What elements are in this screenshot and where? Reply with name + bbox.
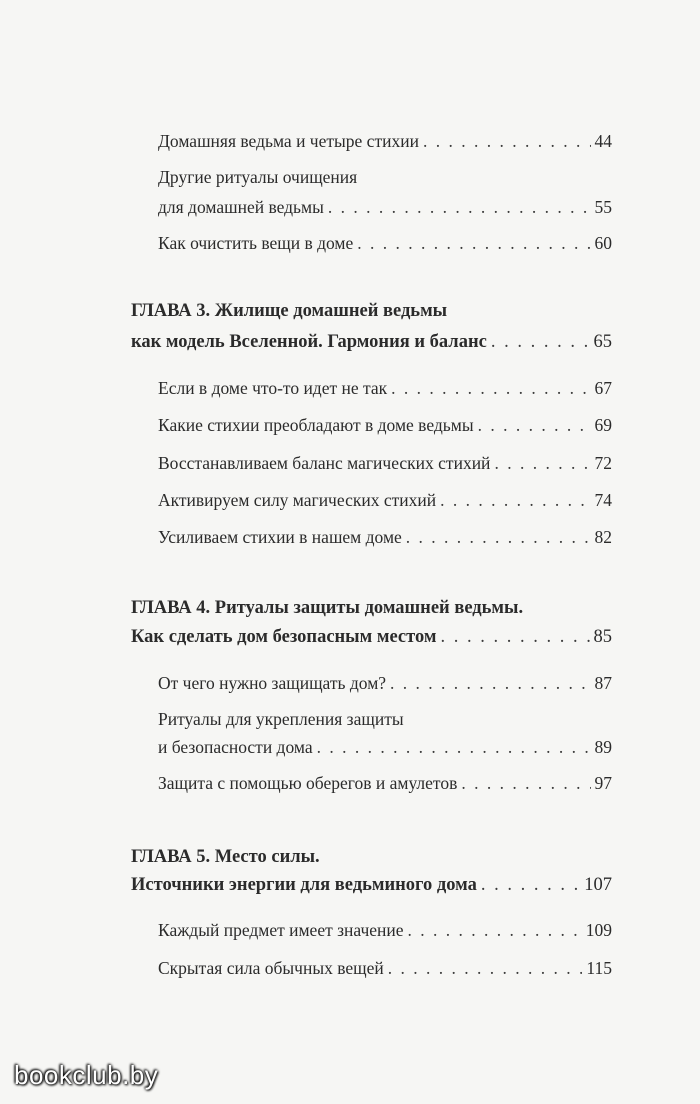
leader-dots xyxy=(440,626,589,648)
toc-entry-title: Активируем силу магических стихий xyxy=(158,490,437,510)
chapter-title-line2: Источники энергии для ведьминого дома xyxy=(131,875,477,895)
toc-page-number: 67 xyxy=(594,378,612,398)
chapter-page-number: 107 xyxy=(584,875,612,895)
toc-entry-title: Как очистить вещи в доме xyxy=(158,233,354,253)
leader-dots xyxy=(440,489,590,511)
toc-entry-title-line2: и безопасности дома xyxy=(158,737,313,757)
leader-dots xyxy=(491,331,590,353)
toc-page-number: 55 xyxy=(594,197,612,217)
leader-dots xyxy=(478,414,591,436)
toc-entry-title: Каждый предмет имеет значение xyxy=(158,920,404,940)
chapter-title-line1: ГЛАВА 4. Ритуалы защиты домашней ведьмы. xyxy=(131,598,524,618)
toc-entry-title-line1: Другие ритуалы очищения xyxy=(158,167,358,187)
toc-entry xyxy=(158,130,612,152)
leader-dots xyxy=(461,772,590,794)
leader-dots xyxy=(423,130,591,152)
toc-entry xyxy=(158,526,612,548)
toc-entry-title: Усиливаем стихии в нашем доме xyxy=(158,527,402,547)
toc-entry xyxy=(158,919,612,941)
chapter-title-line1: ГЛАВА 5. Место силы. xyxy=(131,847,320,867)
toc-page-number: 60 xyxy=(594,233,612,253)
chapter-title-line2: Как сделать дом безопасным местом xyxy=(131,627,437,647)
toc-entry-title-line2: для домашней ведьмы xyxy=(158,197,324,217)
toc-page-number: 69 xyxy=(594,415,612,435)
chapter-page-number: 85 xyxy=(593,627,612,647)
leader-dots xyxy=(357,232,590,254)
toc-page-number: 82 xyxy=(594,527,612,547)
toc-entry-title: Если в доме что-то идет не так xyxy=(158,378,388,398)
toc-entry xyxy=(158,196,612,218)
leader-dots xyxy=(328,196,591,218)
toc-entry xyxy=(158,489,612,511)
chapter-title-line1: ГЛАВА 3. Жилище домашней ведьмы xyxy=(131,301,448,321)
toc-page-number: 109 xyxy=(585,920,612,940)
leader-dots xyxy=(390,672,590,694)
chapter-page-number: 65 xyxy=(593,332,612,352)
leader-dots xyxy=(408,919,582,941)
leader-dots xyxy=(317,736,591,758)
toc-entry xyxy=(158,672,612,694)
toc-page-number: 97 xyxy=(594,773,612,793)
toc-entry xyxy=(158,377,612,399)
toc-entry-title: От чего нужно защищать дом? xyxy=(158,673,387,693)
toc-page-number: 115 xyxy=(586,958,612,978)
toc-page-number: 72 xyxy=(594,453,612,473)
toc-entry xyxy=(158,414,612,436)
toc-entry-title: Защита с помощью оберегов и амулетов xyxy=(158,773,458,793)
leader-dots xyxy=(391,377,590,399)
leader-dots xyxy=(481,874,580,896)
toc-entry xyxy=(158,772,612,794)
toc-page-number: 44 xyxy=(594,131,612,151)
leader-dots xyxy=(388,957,583,979)
toc-entry-title: Домашняя ведьма и четыре стихии xyxy=(158,131,419,151)
watermark: bookclub.by xyxy=(14,1060,159,1090)
toc-entry-title: Восстанавливаем баланс магических стихий xyxy=(158,453,491,473)
toc-entry xyxy=(158,232,612,254)
toc-page-number: 74 xyxy=(594,490,612,510)
leader-dots xyxy=(406,526,591,548)
toc-entry-title: Скрытая сила обычных вещей xyxy=(158,958,384,978)
toc-entry-title-line1: Ритуалы для укрепления защиты xyxy=(158,709,404,729)
leader-dots xyxy=(494,452,590,474)
chapter-entry xyxy=(131,874,612,896)
chapter-entry xyxy=(131,331,612,353)
toc-entry xyxy=(158,736,612,758)
chapter-entry xyxy=(131,626,612,648)
toc-entry xyxy=(158,452,612,474)
toc-entry xyxy=(158,957,612,979)
toc-entry-title: Какие стихии преобладают в доме ведьмы xyxy=(158,415,474,435)
toc-page-number: 87 xyxy=(594,673,612,693)
toc-page-number: 89 xyxy=(594,737,612,757)
chapter-title-line2: как модель Вселенной. Гармония и баланс xyxy=(131,332,487,352)
